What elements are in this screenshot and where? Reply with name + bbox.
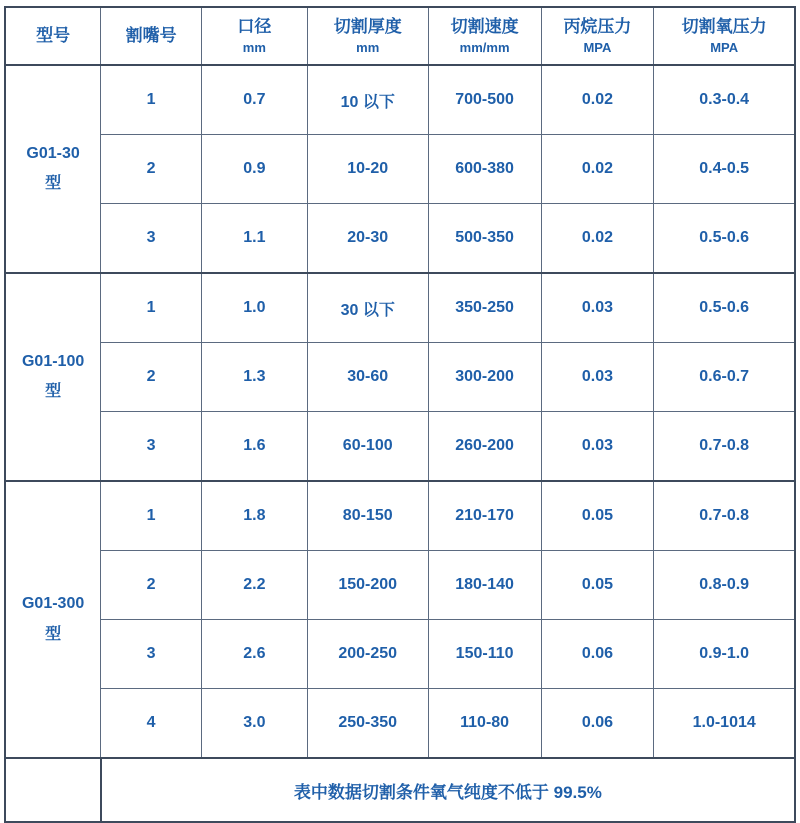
header-unit: mm [242, 39, 266, 55]
header-cell-oxygen-pressure [654, 7, 795, 65]
cell-bore: 1.1 [201, 204, 307, 274]
model-suffix: 型 [45, 175, 62, 192]
cell-speed: 150-110 [428, 620, 541, 689]
cell-bore: 1.6 [201, 412, 307, 482]
cell-propane-pressure: 0.02 [541, 204, 654, 274]
cell-propane-pressure: 0.05 [541, 551, 654, 620]
table-row [5, 412, 795, 482]
cell-speed: 700-500 [428, 65, 541, 135]
header-unit: mm/mm [459, 39, 510, 55]
model-name: G01-300 [21, 595, 85, 613]
cell-oxygen-pressure: 1.0-1014 [654, 689, 795, 759]
cell-bore: 0.7 [201, 65, 307, 135]
header-label: 割嘴号 [125, 26, 177, 46]
cell-oxygen-pressure: 0.5-0.6 [654, 204, 795, 274]
table-row [5, 481, 795, 551]
table-row [5, 204, 795, 274]
cell-propane-pressure: 0.05 [541, 481, 654, 551]
cell-speed: 350-250 [428, 273, 541, 343]
cell-thickness: 150-200 [307, 551, 428, 620]
header-label: 型号 [36, 26, 71, 46]
cell-speed: 210-170 [428, 481, 541, 551]
header-unit: MPA [710, 39, 739, 55]
model-cell [5, 65, 101, 273]
cell-thickness: 250-350 [307, 689, 428, 759]
header-label: 口径 [237, 17, 272, 37]
header-cell-thickness [307, 7, 428, 65]
cell-oxygen-pressure: 0.5-0.6 [654, 273, 795, 343]
cell-bore: 1.8 [201, 481, 307, 551]
header-cell-speed [428, 7, 541, 65]
cell-oxygen-pressure: 0.8-0.9 [654, 551, 795, 620]
table-row [5, 551, 795, 620]
cell-thickness: 60-100 [307, 412, 428, 482]
header-label: 切割厚度 [333, 17, 402, 37]
cell-speed: 260-200 [428, 412, 541, 482]
cell-speed: 110-80 [428, 689, 541, 759]
cell-speed: 600-380 [428, 135, 541, 204]
model-name: G01-30 [26, 144, 80, 162]
cell-oxygen-pressure: 0.7-0.8 [654, 481, 795, 551]
header-cell-propane-pressure [541, 7, 654, 65]
footer-blank-cell [5, 758, 101, 822]
cell-bore: 0.9 [201, 135, 307, 204]
cell-bore: 2.2 [201, 551, 307, 620]
cell-nozzle-no: 1 [101, 481, 202, 551]
table-row [5, 135, 795, 204]
header-row [5, 7, 795, 65]
table-row [5, 620, 795, 689]
header-unit: mm [356, 39, 380, 55]
cell-nozzle-no: 3 [101, 412, 202, 482]
cell-nozzle-no: 2 [101, 551, 202, 620]
cell-nozzle-no: 1 [101, 273, 202, 343]
cell-thickness: 80-150 [307, 481, 428, 551]
table-body [5, 65, 795, 822]
cell-thickness: 20-30 [307, 204, 428, 274]
header-unit: MPA [583, 39, 612, 55]
cell-nozzle-no: 3 [101, 204, 202, 274]
cell-propane-pressure: 0.06 [541, 620, 654, 689]
cell-propane-pressure: 0.02 [541, 65, 654, 135]
cell-thickness: 200-250 [307, 620, 428, 689]
cell-bore: 1.3 [201, 343, 307, 412]
cell-oxygen-pressure: 0.4-0.5 [654, 135, 795, 204]
cell-propane-pressure: 0.03 [541, 273, 654, 343]
cell-bore: 3.0 [201, 689, 307, 759]
cell-bore: 2.6 [201, 620, 307, 689]
header-label: 切割速度 [450, 17, 519, 37]
cell-thickness: 10-20 [307, 135, 428, 204]
footer-note: 表中数据切割条件氧气纯度不低于 99.5% [101, 758, 795, 822]
model-suffix: 型 [45, 625, 62, 643]
table-row [5, 343, 795, 412]
cell-propane-pressure: 0.06 [541, 689, 654, 759]
cell-oxygen-pressure: 0.6-0.7 [654, 343, 795, 412]
model-cell [5, 481, 101, 758]
model-suffix: 型 [45, 383, 62, 400]
cell-propane-pressure: 0.03 [541, 343, 654, 412]
cell-oxygen-pressure: 0.9-1.0 [654, 620, 795, 689]
header-cell-model [5, 7, 101, 65]
model-cell [5, 273, 101, 481]
cell-nozzle-no: 4 [101, 689, 202, 759]
table-row [5, 689, 795, 759]
cell-propane-pressure: 0.03 [541, 412, 654, 482]
header-label: 丙烷压力 [563, 17, 632, 37]
cell-oxygen-pressure: 0.3-0.4 [654, 65, 795, 135]
table-row [5, 273, 795, 343]
cell-thickness: 30 以下 [307, 273, 428, 343]
header-label: 切割氧压力 [681, 17, 767, 37]
cell-speed: 180-140 [428, 551, 541, 620]
cell-oxygen-pressure: 0.7-0.8 [654, 412, 795, 482]
header-cell-bore [201, 7, 307, 65]
cell-speed: 300-200 [428, 343, 541, 412]
cell-speed: 500-350 [428, 204, 541, 274]
cell-propane-pressure: 0.02 [541, 135, 654, 204]
cell-nozzle-no: 1 [101, 65, 202, 135]
cell-nozzle-no: 2 [101, 135, 202, 204]
cell-bore: 1.0 [201, 273, 307, 343]
cell-nozzle-no: 2 [101, 343, 202, 412]
cell-thickness: 30-60 [307, 343, 428, 412]
cell-thickness: 10 以下 [307, 65, 428, 135]
header-cell-nozzle-no [101, 7, 202, 65]
table-header [5, 7, 795, 65]
table-row [5, 65, 795, 135]
cell-nozzle-no: 3 [101, 620, 202, 689]
cutting-nozzle-spec-table [4, 6, 796, 823]
model-name: G01-100 [21, 352, 85, 370]
table-footer-row [5, 758, 795, 822]
